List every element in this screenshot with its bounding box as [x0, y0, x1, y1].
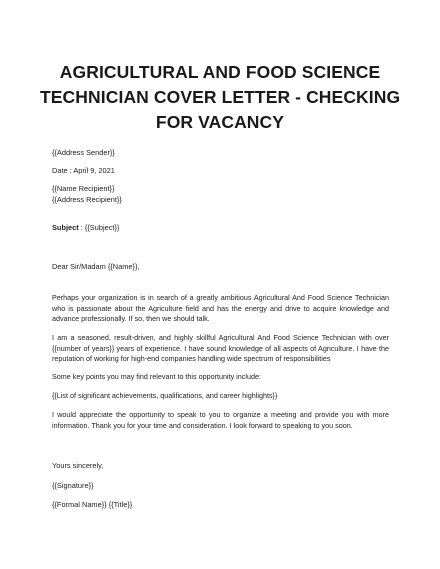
sender-address: {{Address Sender}} — [52, 148, 115, 157]
document-title — [40, 60, 400, 135]
paragraph-experience: I am a seasoned, result-driven, and highly skillful Agricultural And Food Science Technician with over {{number of years}} years of experience. I have sound knowledge of all aspects of Agriculture. I have the reputation of working for high-end companies handling wide spectrum of responsibilities — [52, 333, 389, 363]
paragraph-intro: Perhaps your organization is in search of a greatly ambitious Agricultural And Food Science Technician who is passionate about the Agriculture field and has the energy and drive to acquire knowledge and advance professionally. If so, then we should talk. — [52, 293, 389, 323]
subject-label: Subject — [52, 223, 79, 232]
salutation: Dear Sir/Madam {{Name}}, — [52, 262, 140, 271]
letter-date: Date : April 9, 2021 — [52, 166, 115, 175]
paragraph-closing-request: I would appreciate the opportunity to speak to you to organize a meeting and provide you with more information. Thank you for your time and consideration. I look forward to speaking to you soon. — [52, 410, 389, 430]
title-line-3: FOR VACANCY — [155, 112, 285, 132]
title-line-2: TECHNICIAN COVER LETTER - CHECKING — [40, 87, 401, 107]
paragraph-achievements: {{List of significant achievements, qualifications, and career highlights}} — [52, 391, 278, 400]
closing: Yours sincerely, — [52, 461, 104, 470]
formal-name: {{Formal Name}} {{Title}} — [52, 500, 133, 509]
subject-value: : {{Subject}} — [78, 223, 120, 232]
subject-line — [52, 223, 119, 234]
recipient-address: {{Address Recipient}} — [52, 195, 122, 204]
paragraph-key-points: Some key points you may find relevant to this opportunity include: — [52, 372, 261, 381]
title-line-1: AGRICULTURAL AND FOOD SCIENCE — [59, 62, 381, 82]
signature: {{Signature}} — [52, 481, 94, 490]
recipient-name: {{Name Recipient}} — [52, 184, 115, 193]
